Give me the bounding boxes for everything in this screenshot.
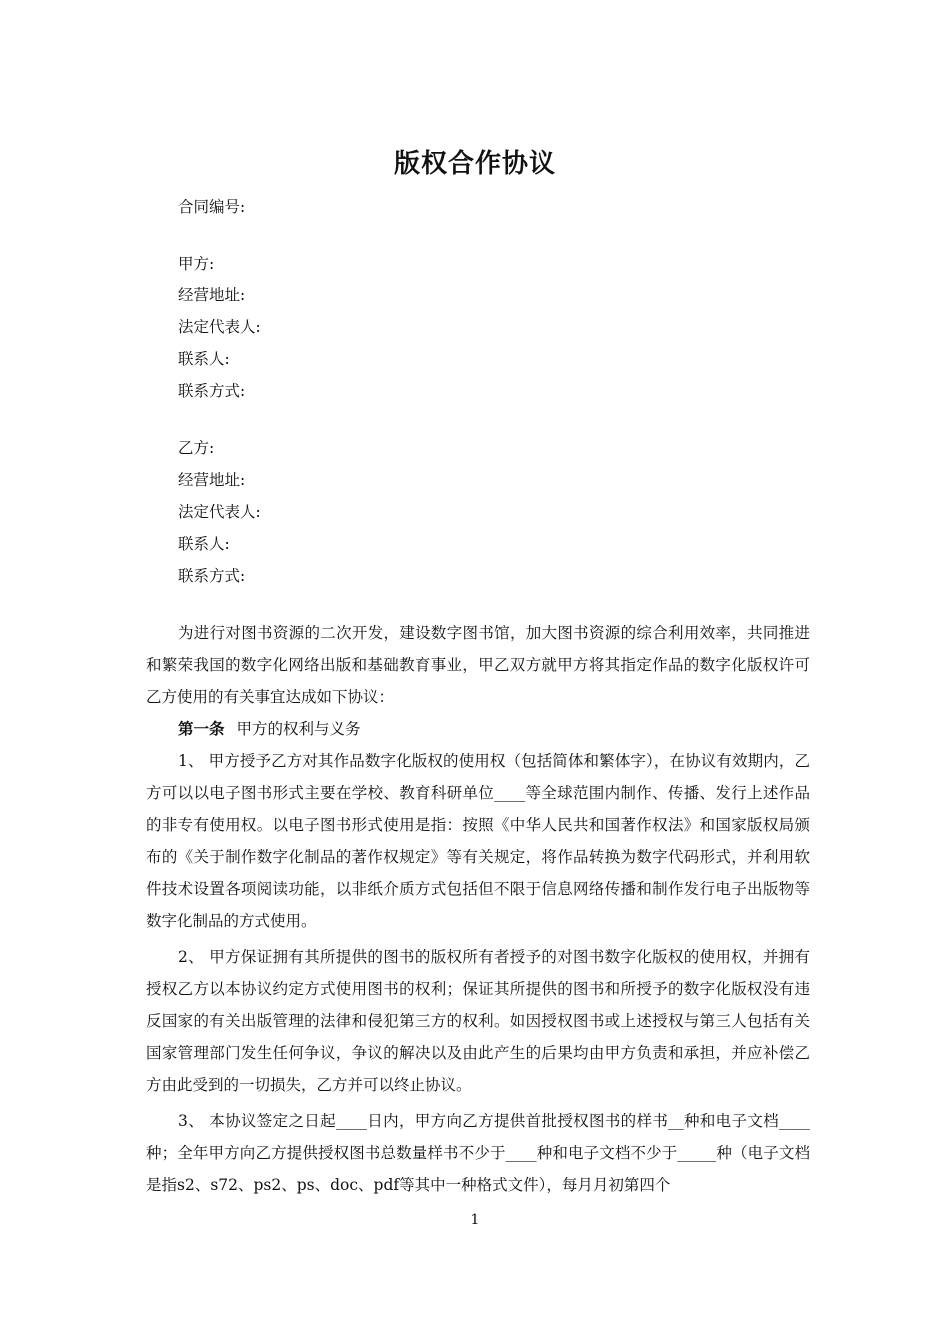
party-a-contact-method-label: 联系方式:	[178, 382, 246, 400]
contract-number-label: 合同编号:	[178, 198, 246, 216]
article-1-clause-2: 2、 甲方保证拥有其所提供的图书的版权所有者授予的对图书数字化版权的使用权，并拥有授权乙方以本协议约定方式使用图书的权利；保证其所提供的图书和所授予的数字化版权没有违反国家的有关出版管理的法律和侵犯第三方的权利。如因授权图书或上述授权与第三人包括有关国家管理部门发生任何争议，争议的解决以及由此产生的后果均由甲方负责和承担，并应补偿乙方由此受到的一切损失，乙方并可以终止协议。	[146, 948, 810, 1094]
document-title: 版权合作协议	[393, 149, 556, 179]
article-1-clause-3: 3、 本协议签定之日起____日内，甲方向乙方提供首批授权图书的样书__种和电子文档____种；全年甲方向乙方提供授权图书总数量样书不少于____种和电子文档不少于_____种（电子文档是指s2、s72、ps2、ps、doc、pdf等其中一种格式文件），每月月初第四个	[146, 1112, 810, 1194]
party-a-label: 甲方:	[178, 255, 215, 273]
intro-paragraph: 为进行对图书资源的二次开发，建设数字图书馆，加大图书资源的综合利用效率，共同推进和繁荣我国的数字化网络出版和基础教育事业，甲乙双方就甲方将其指定作品的数字化版权许可乙方使用的有关事宜达成如下协议：	[146, 624, 810, 706]
agreement-body	[146, 617, 810, 1201]
article-1-heading	[146, 713, 810, 745]
party-b-address-label: 经营地址:	[178, 471, 246, 489]
party-b-contact-person-label: 联系人:	[178, 535, 230, 553]
page-number: 1	[470, 1212, 480, 1228]
party-b-legal-rep-label: 法定代表人:	[178, 503, 261, 521]
party-a-legal-rep-label: 法定代表人:	[178, 318, 261, 336]
party-a-address-label: 经营地址:	[178, 286, 246, 304]
party-b-contact-method-label: 联系方式:	[178, 567, 246, 585]
party-b-label: 乙方:	[178, 439, 215, 457]
article-1-number: 第一条	[178, 720, 225, 738]
article-1-clause-1: 1、 甲方授予乙方对其作品数字化版权的使用权（包括简体和繁体字），在协议有效期内，乙方可以以电子图书形式主要在学校、教育科研单位____等全球范围内制作、传播、发行上述作品的非专有使用权。以电子图书形式使用是指：按照《中华人民共和国著作权法》和国家版权局颁布的《关于制作数字化制品的著作权规定》等有关规定，将作品转换为数字代码形式，并利用软件技术设置各项阅读功能，以非纸介质方式包括但不限于信息网络传播和制作发行电子出版物等数字化制品的方式使用。	[146, 752, 810, 930]
party-a-contact-person-label: 联系人:	[178, 350, 230, 368]
article-1-title: 甲方的权利与义务	[236, 720, 361, 738]
